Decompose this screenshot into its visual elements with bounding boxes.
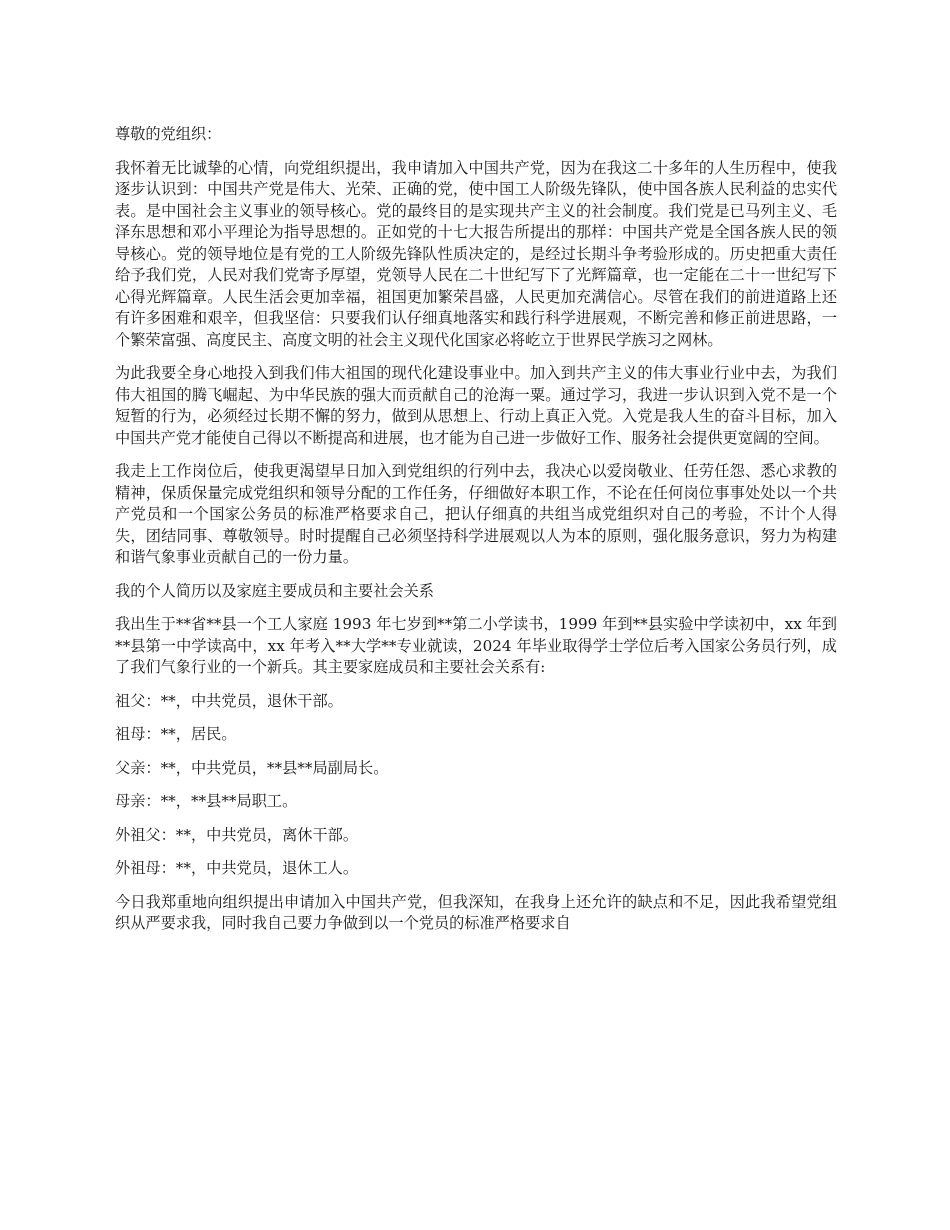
family-member-grandfather: 祖父：**，中共党员，退休干部。 <box>115 691 343 710</box>
salutation: 尊敬的党组织： <box>115 125 222 143</box>
family-member-maternal-grandmother: 外祖母：**，中共党员，退休工人。 <box>115 859 358 877</box>
family-member-maternal-grandfather: 外祖父：**，中共党员，离休干部。 <box>115 825 358 844</box>
family-member-father: 父亲：**，中共党员，**县**局副局长。 <box>115 758 389 777</box>
paragraph-commitment: 为此我要全身心地投入到我们伟大祖国的现代化建设事业中。加入到共产主义的伟大事业行业中去，为我们伟大祖国的腾飞崛起、为中华民族的强大而贡献自己的沧海一粟。通过学习，我进一步认识到入党不是一个短暂的行为，必须经过长期不懈的努力，做到从思想上、行动上真正入党。入党是我人生的奋斗目标，加入中国共产党才能使自己得以不断提高和进展，也才能为自己进一步做好工作、服务社会提供更宽阔的空间。 <box>115 364 837 447</box>
family-member-mother: 母亲：**，**县**局职工。 <box>115 792 298 810</box>
paragraph-biography: 我出生于**省**县一个工人家庭 1993 年七岁到**第二小学读书，1999 年到**县实验中学读初中，xx 年到**县第一中学读高中，xx 年考入**大学**专业就读，2024 年毕业取得学士学位后考入国家公务员行列，成了我们气象行业的一个新兵。其主要家庭成员和主要社会关系有: <box>115 615 837 676</box>
paragraph-work: 我走上工作岗位后，使我更渴望早日加入到党组织的行列中去，我决心以爱岗敬业、任劳任怨、悉心求教的精神，保质保量完成党组织和领导分配的工作任务，仔细做好本职工作，不论在任何岗位事事处处以一个共产党员和一个国家公务员的标准严格要求自己，把认仔细真的共组当成党组织对自己的考验，不计个人得失，团结同事、尊敬领导。时时提醒自己必须坚持科学进展观以人为本的原则，强化服务意识，努力为构建和谐气象事业贡献自己的一份力量。 <box>115 462 837 566</box>
paragraph-closing: 今日我郑重地向组织提出申请加入中国共产党，但我深知，在我身上还允许的缺点和不足，因此我希望党组织从严要求我，同时我自己要力争做到以一个党员的标准严格要求自 <box>115 892 837 932</box>
document-page <box>115 124 837 947</box>
paragraph-intro: 我怀着无比诚挚的心情，向党组织提出，我申请加入中国共产党，因为在我这二十多年的人生历程中，使我逐步认识到：中国共产党是伟大、光荣、正确的党，使中国工人阶级先锋队，使中国各族人民利益的忠实代表。是中国社会主义事业的领导核心。党的最终目的是实现共产主义的社会制度。我们党是已马列主义、毛泽东思想和邓小平理论为指导思想的。正如党的十七大报告所提出的那样：中国共产党是全国各族人民的领导核心。党的领导地位是有党的工人阶级先锋队性质决定的，是经过长期斗争考验形成的。历史把重大责任给予我们党，人民对我们党寄予厚望，党领导人民在二十世纪写下了光辉篇章，也一定能在二十一世纪写下心得光辉篇章。人民生活会更加幸福，祖国更加繁荣昌盛，人民更加充满信心。尽管在我们的前进道路上还有许多困难和艰辛，但我坚信：只要我们认仔细真地落实和践行科学进展观，不断完善和修正前进思路，一个繁荣富强、高度民主、高度文明的社会主义现代化国家必将屹立于世界民学族习之网林。 <box>115 158 837 349</box>
family-member-grandmother: 祖母：**，居民。 <box>115 725 237 743</box>
section-heading-biography: 我的个人简历以及家庭主要成员和主要社会关系 <box>115 581 434 600</box>
